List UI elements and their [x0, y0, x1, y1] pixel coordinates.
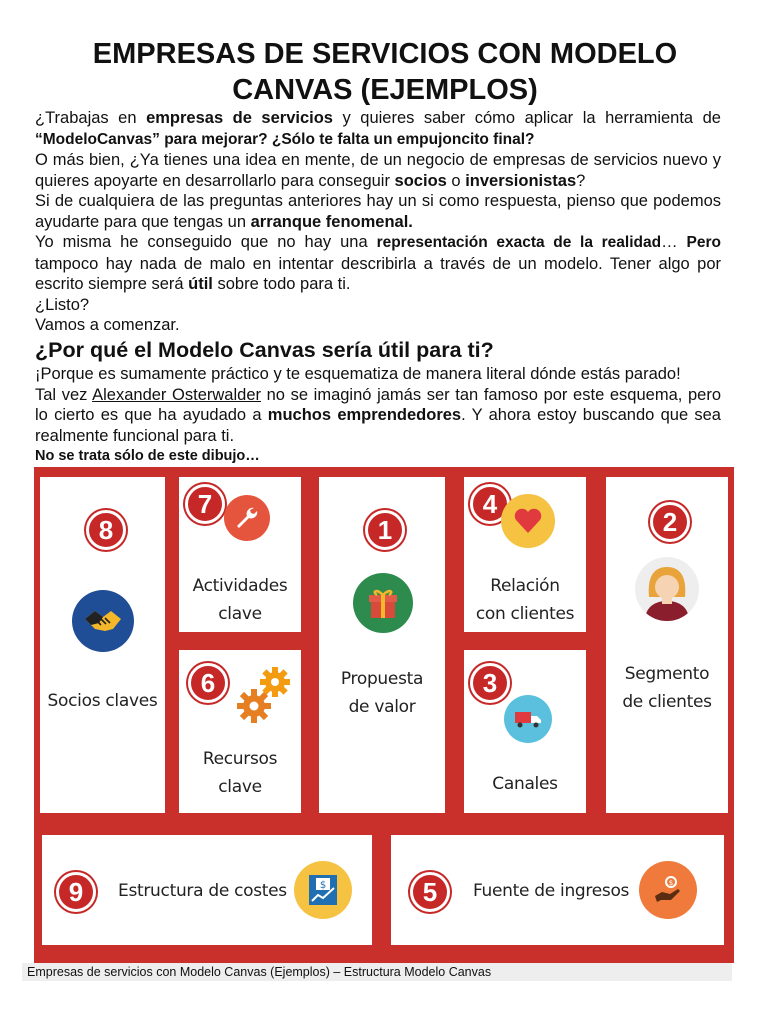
section-text: [35, 364, 721, 467]
cell-fuente-ingresos: [391, 835, 724, 945]
cell-label: Recursos clave: [202, 749, 278, 797]
title-line-1: EMPRESAS DE SERVICIOS CON MODELO: [92, 38, 678, 70]
number-badge: 6: [188, 663, 228, 703]
number-badge: 2: [650, 502, 690, 542]
cell-label: Fuente de ingresos: [473, 881, 630, 901]
label-line-1: Propuesta: [340, 669, 424, 689]
intro-paragraph-2: [35, 150, 721, 191]
intro-paragraph-4: [35, 232, 721, 295]
svg-text:$: $: [668, 879, 674, 887]
cell-label: [464, 572, 586, 628]
wrench-icon: [224, 495, 270, 541]
section-paragraph-1: ¡Porque es sumamente práctico y te esquematiza de manera literal dónde estás parado!: [35, 365, 681, 383]
number-badge: 1: [365, 510, 405, 550]
text: O más bien, ¿Ya tienes una idea en mente, de un negocio de empresas de servicios nuevo y quieres apoyarte en desarrollarlo para conseguir: [35, 151, 721, 190]
section-paragraph-2: [35, 385, 721, 447]
section-paragraph-3: No se trata sólo de este dibujo…: [35, 448, 260, 464]
intro-paragraph-1: [35, 108, 721, 150]
cell-propuesta-de-valor: [319, 477, 445, 813]
number-badge: 7: [185, 484, 225, 524]
number-badge: 3: [470, 663, 510, 703]
gears-icon: [234, 662, 294, 728]
cell-estructura-costes: [42, 835, 372, 945]
bold-text: Pero: [686, 234, 721, 251]
chart-icon: [294, 861, 352, 919]
text: . Y ahora estoy buscando que sea realmente funcional para ti.: [35, 406, 721, 445]
label-line-1: Segmento: [624, 664, 710, 684]
cell-label: [319, 665, 445, 721]
business-model-canvas: [34, 467, 734, 963]
label-line-1: Relación: [490, 576, 560, 596]
cell-label: Socios claves: [47, 691, 158, 711]
intro-paragraph-6: Vamos a comenzar.: [35, 316, 180, 334]
bold-text: inversionistas: [465, 171, 577, 190]
intro-text: [35, 108, 721, 336]
label-line-2: clave: [218, 604, 262, 624]
heart-icon: [501, 494, 555, 548]
cell-actividades-clave: [179, 477, 301, 632]
number-badge: 4: [470, 484, 510, 524]
label-line-2: de valor: [348, 697, 416, 717]
gift-icon: [353, 573, 413, 633]
cell-segmento-clientes: [606, 477, 728, 813]
cell-socios-claves: [40, 477, 165, 813]
cell-canales: [464, 650, 586, 813]
bold-text: útil: [188, 275, 213, 293]
text: Si de cualquiera de las preguntas anteriores hay un si como respuesta, pienso que podemos ayudarte para que tengas un: [35, 192, 721, 231]
cell-recursos-clave: [179, 650, 301, 813]
text: ¿Trabajas en: [35, 109, 147, 127]
cell-label: [606, 660, 728, 716]
bold-text: arranque fenomenal.: [250, 212, 413, 231]
text: o: [446, 171, 466, 190]
bold-text: empresas de servicios: [146, 109, 333, 127]
text: Tal vez: [35, 385, 93, 404]
title-line-2: CANVAS (EJEMPLOS): [232, 74, 538, 106]
number-badge: 5: [410, 872, 450, 912]
label-line-2: con clientes: [475, 604, 575, 624]
intro-paragraph-5: ¿Listo?: [35, 295, 90, 314]
cell-relacion-clientes: [464, 477, 586, 632]
text: ?: [576, 171, 586, 190]
number-badge: 8: [86, 510, 126, 550]
text: no se imaginó jamás ser tan famoso por este esquema, pero lo cierto es que ha ayudado a: [35, 385, 721, 424]
text: …: [661, 233, 687, 251]
intro-paragraph-3: [35, 191, 721, 232]
cell-label: Estructura de costes: [118, 881, 287, 901]
cell-label: Canales: [492, 774, 558, 794]
bold-text: socios: [394, 171, 447, 190]
text: sobre todo para ti.: [212, 275, 351, 293]
section-heading: ¿Por qué el Modelo Canvas sería útil para ti?: [35, 338, 494, 362]
label-line-2: de clientes: [622, 692, 712, 712]
bold-text: “ModeloCanvas” para mejorar? ¿Sólo te falta un empujoncito final?: [35, 130, 535, 148]
truck-icon: [504, 695, 552, 743]
handshake-icon: [72, 590, 134, 652]
page-title: [40, 36, 730, 108]
money-hand-icon: [639, 861, 697, 919]
label-line-1: Actividades: [192, 576, 288, 596]
svg-text:$: $: [319, 880, 327, 891]
osterwalder-link[interactable]: Alexander Osterwalder: [92, 385, 261, 404]
figure-caption: Empresas de servicios con Modelo Canvas (Ejemplos) – Estructura Modelo Canvas: [22, 963, 732, 981]
customer-icon: [635, 557, 699, 621]
text: tampoco hay nada de malo en intentar describirla a través de un modelo. Tener algo por escrito siempre será: [35, 254, 721, 293]
cell-label: [179, 572, 301, 628]
text: y quieres saber cómo aplicar la herramienta de: [332, 109, 721, 127]
number-badge: 9: [56, 872, 96, 912]
bold-text: representación exacta de la realidad: [376, 234, 662, 251]
text: Yo misma he conseguido que no hay una: [35, 233, 377, 251]
bold-text: muchos emprendedores: [267, 406, 462, 424]
